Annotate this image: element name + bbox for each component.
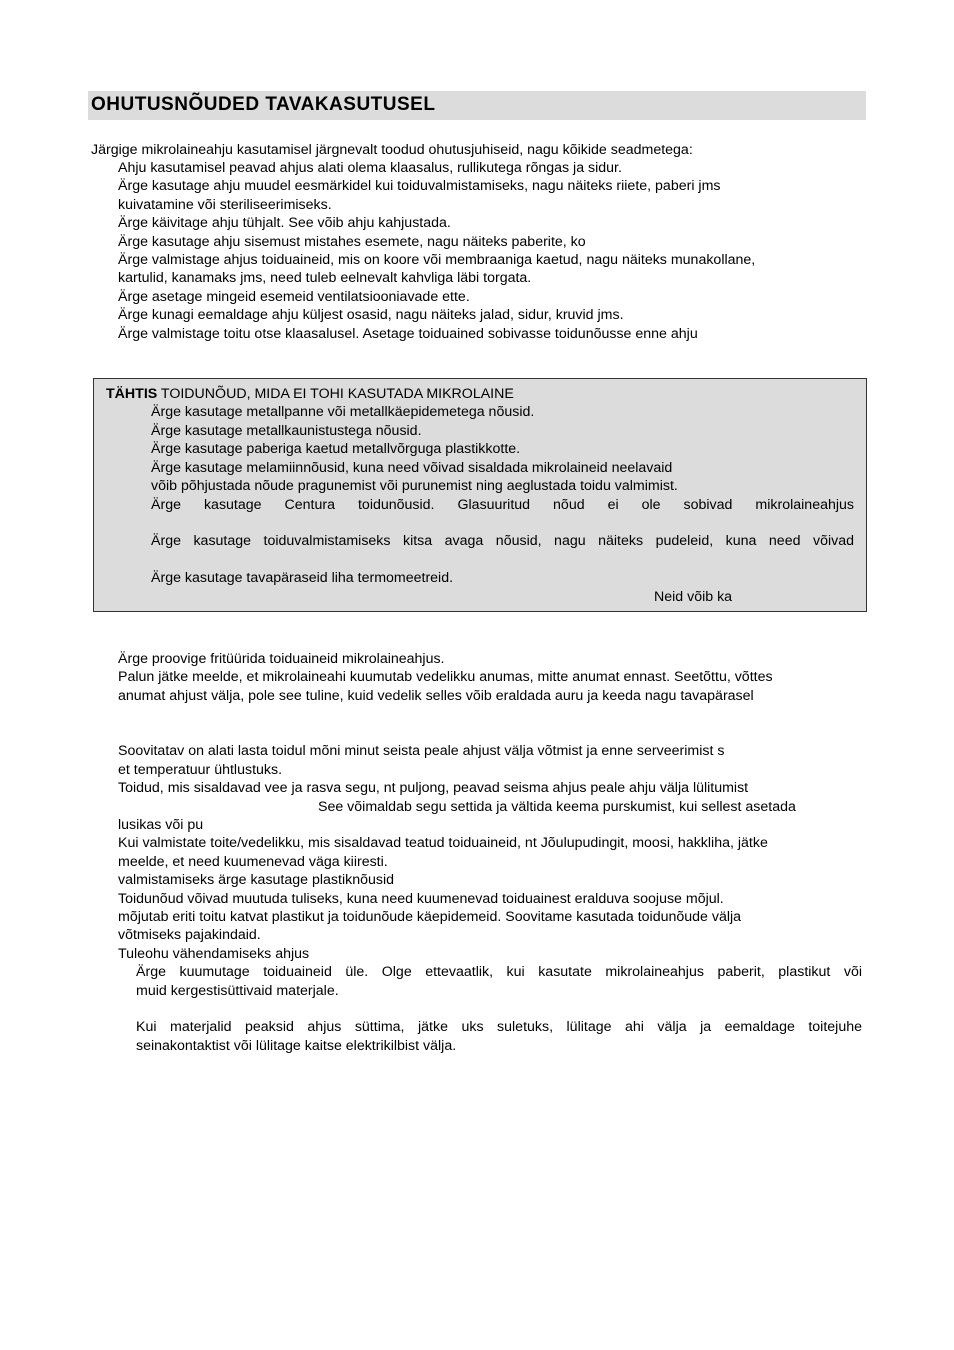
rule-line: Ärge kasutage ahju sisemust mistahes esemete, nagu näiteks paberite, ko bbox=[118, 234, 586, 250]
important-line: Ärge kasutage metallpanne või metallkäepidemetega nõusid. bbox=[151, 404, 535, 420]
text-line: võtmiseks pajakindaid. bbox=[118, 927, 261, 943]
rule-line: Ärge valmistage ahjus toiduaineid, mis on koore või membraaniga kaetud, nagu näiteks munakollane, bbox=[118, 252, 756, 268]
heading-bar bbox=[88, 91, 866, 120]
text-line: Tuleohu vähendamiseks ahjus bbox=[118, 946, 310, 962]
rule-line: Ahju kasutamisel peavad ahjus alati olema klaasalus, rullikutega rõngas ja sidur. bbox=[118, 160, 622, 176]
text-line: Kui valmistate toite/vedelikku, mis sisaldavad teatud toiduaineid, nt Jõulupudingit, moosi, hakkliha, jätke bbox=[118, 835, 768, 851]
rule-line: Ärge valmistage toitu otse klaasalusel. Asetage toiduained sobivasse toidunõusse enne ahju bbox=[118, 326, 698, 342]
rule-line: kartulid, kanamaks jms, need tuleb eelnevalt kahvliga läbi torgata. bbox=[118, 270, 532, 286]
fire-line: Ärge kuumutage toiduaineid üle. Olge ettevaatlik, kui kasutate mikrolaineahjus paberit, plastikut või bbox=[136, 964, 862, 980]
text-line: Toidunõud võivad muutuda tuliseks, kuna need kuumenevad toiduainest eralduva soojuse mõjul. bbox=[118, 891, 724, 907]
important-subject: TOIDUNÕUD, MIDA EI TOHI KASUTADA MIKROLAINE bbox=[157, 386, 514, 402]
text-line: anumat ahjust välja, pole see tuline, kuid vedelik selles võib eraldada auru ja keeda nagu tavapärasel bbox=[118, 688, 754, 704]
intro-text: Järgige mikrolaineahju kasutamisel järgnevalt toodud ohutusjuhiseid, nagu kõikide seadmetega: bbox=[91, 142, 693, 158]
text-line: mõjutab eriti toitu katvat plastikut ja toidunõude käepidemeid. Soovitame kasutada toidunõude välja bbox=[118, 909, 742, 925]
important-line: Ärge kasutage metallkaunistustega nõusid. bbox=[151, 423, 422, 439]
rule-line: Ärge kunagi eemaldage ahju küljest osasid, nagu näiteks jalad, sidur, kruvid jms. bbox=[118, 307, 624, 323]
text-line: See võimaldab segu settida ja vältida keema purskumist, kui sellest asetada bbox=[318, 799, 796, 815]
rule-line: Ärge kasutage ahju muudel eesmärkidel kui toiduvalmistamiseks, nagu näiteks riiete, paberi jms bbox=[118, 178, 721, 194]
text-line: lusikas või pu bbox=[118, 817, 204, 833]
text-line: Palun jätke meelde, et mikrolaineahi kuumutab vedelikku anumas, mitte anumat ennast. Seetõttu, võttes bbox=[118, 669, 773, 685]
important-line: Ärge kasutage tavapäraseid liha termomeetreid. bbox=[151, 570, 454, 586]
important-line: võib põhjustada nõude pragunemist või purunemist ning aeglustada toidu valmimist. bbox=[151, 478, 678, 494]
important-line: Ärge kasutage toiduvalmistamiseks kitsa avaga nõusid, nagu näiteks pudeleid, kuna need võivad bbox=[151, 533, 854, 549]
text-line: Ärge proovige fritüürida toiduaineid mikrolaineahjus. bbox=[118, 651, 445, 667]
important-line: Ärge kasutage paberiga kaetud metallvõrguga plastikkotte. bbox=[151, 441, 521, 457]
important-line: Neid võib ka bbox=[654, 589, 733, 605]
important-heading bbox=[106, 385, 514, 403]
important-line: Ärge kasutage Centura toidunõusid. Glasuuritud nõud ei ole sobivad mikrolaineahjus bbox=[151, 497, 854, 513]
important-label: TÄHTIS bbox=[106, 386, 158, 402]
rule-line: kuivatamine või steriliseerimiseks. bbox=[118, 197, 332, 213]
fire-line: muid kergestisüttivaid materjale. bbox=[136, 983, 339, 999]
fire-line: seinakontaktist või lülitage kaitse elektrikilbist välja. bbox=[136, 1038, 457, 1054]
text-line: Toidud, mis sisaldavad vee ja rasva segu, nt puljong, peavad seisma ahjus peale ahju välja lülitumist bbox=[118, 780, 749, 796]
text-line: Soovitatav on alati lasta toidul mõni minut seista peale ahjust välja võtmist ja enne serveerimist s bbox=[118, 743, 725, 759]
text-line: valmistamiseks ärge kasutage plastiknõusid bbox=[118, 872, 394, 888]
rule-line: Ärge asetage mingeid esemeid ventilatsiooniavade ette. bbox=[118, 289, 470, 305]
text-line: meelde, et need kuumenevad väga kiiresti. bbox=[118, 854, 388, 870]
important-line: Ärge kasutage melamiinnõusid, kuna need võivad sisaldada mikrolaineid neelavaid bbox=[151, 460, 673, 476]
text-line: et temperatuur ühtlustuks. bbox=[118, 762, 283, 778]
page-title: OHUTUSNÕUDED TAVAKASUTUSEL bbox=[91, 94, 436, 115]
rule-line: Ärge käivitage ahju tühjalt. See võib ahju kahjustada. bbox=[118, 215, 451, 231]
fire-line: Kui materjalid peaksid ahjus süttima, jätke uks suletuks, lülitage ahi välja ja eemaldage toitejuhe bbox=[136, 1019, 862, 1035]
